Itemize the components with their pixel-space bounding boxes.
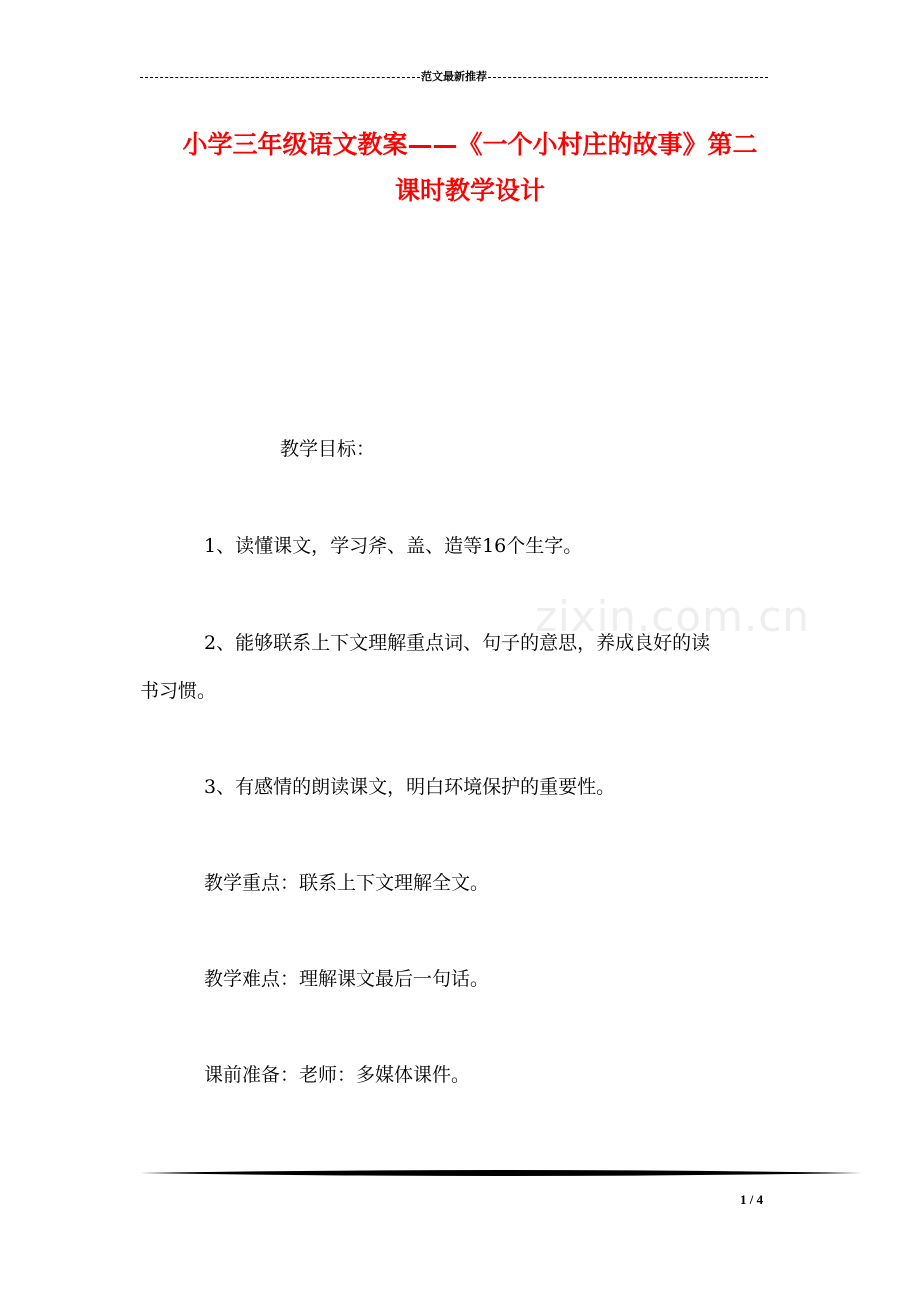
goal-heading: 教学目标： xyxy=(280,438,376,460)
header-dash-left xyxy=(140,77,420,78)
page-number: 1 / 4 xyxy=(740,1192,764,1207)
title-line-1: 小学三年级语文教案——《一个小村庄的故事》第二 xyxy=(182,130,758,159)
difficulty: 教学难点：理解课文最后一句话。 xyxy=(204,968,490,990)
goal-3: 3、有感情的朗读课文，明白环境保护的重要性。 xyxy=(204,776,616,798)
key-point: 教学重点：联系上下文理解全文。 xyxy=(204,872,490,894)
title-line-2: 课时教学设计 xyxy=(394,176,545,205)
goal-2-line-1: 2、能够联系上下文理解重点词、句子的意思，养成良好的读 xyxy=(204,632,711,654)
page-header xyxy=(140,68,768,84)
header-label: 范文最新推荐 xyxy=(421,70,487,83)
header-dash-right xyxy=(488,77,768,78)
watermark: zixin.com.cn xyxy=(535,592,810,641)
goal-2-line-2: 书习惯。 xyxy=(140,680,217,702)
document-title xyxy=(140,122,800,214)
footer-rule xyxy=(140,1168,862,1178)
preparation: 课前准备：老师：多媒体课件。 xyxy=(204,1064,471,1086)
goal-1: 1、读懂课文，学习斧、盖、造等16个生字。 xyxy=(204,535,583,557)
